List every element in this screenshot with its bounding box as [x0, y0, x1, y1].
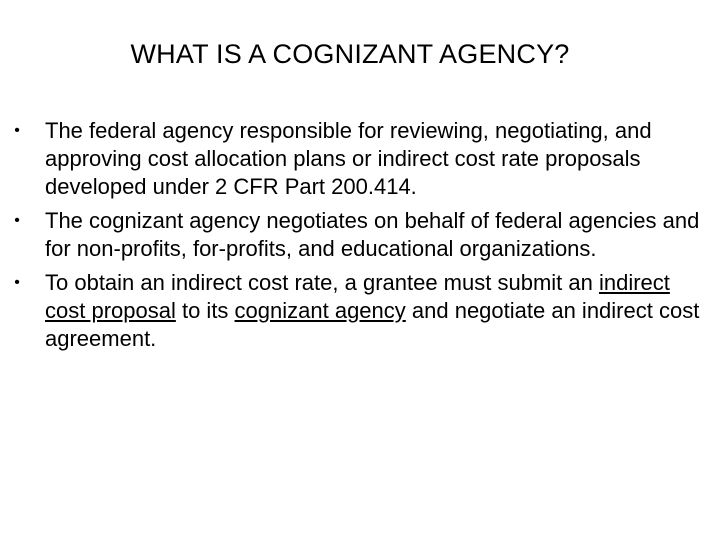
bullet-item-1: [0, 117, 705, 201]
indirect-cost-proposal-link[interactable]: indirect cost proposal: [45, 270, 670, 323]
slide-title: WHAT IS A COGNIZANT AGENCY?: [130, 39, 570, 69]
bullet-dot-icon: •: [14, 122, 20, 139]
cognizant-agency-link[interactable]: cognizant agency: [234, 298, 406, 323]
bullet-dot-icon: •: [14, 274, 20, 291]
bullet-item-2: [0, 207, 705, 263]
bullet-text: The cognizant agency negotiates on behalf of federal agencies and for non-profits, for-profits, and educational organizations.: [45, 208, 700, 261]
bullet-text-part: and negotiate an indirect cost agreement.: [45, 298, 700, 351]
bullet-text: The federal agency responsible for reviewing, negotiating, and approving cost allocation plans or indirect cost rate proposals developed under 2 CFR Part 200.414.: [45, 118, 652, 199]
bullet-item-3: [0, 269, 705, 353]
bullet-text-part: to its: [175, 298, 235, 323]
bullet-list: [0, 117, 720, 359]
bullet-dot-icon: •: [14, 212, 20, 229]
bullet-text: [45, 270, 699, 351]
bullet-text-part: To obtain an indirect cost rate, a grantee must submit an: [45, 270, 599, 295]
